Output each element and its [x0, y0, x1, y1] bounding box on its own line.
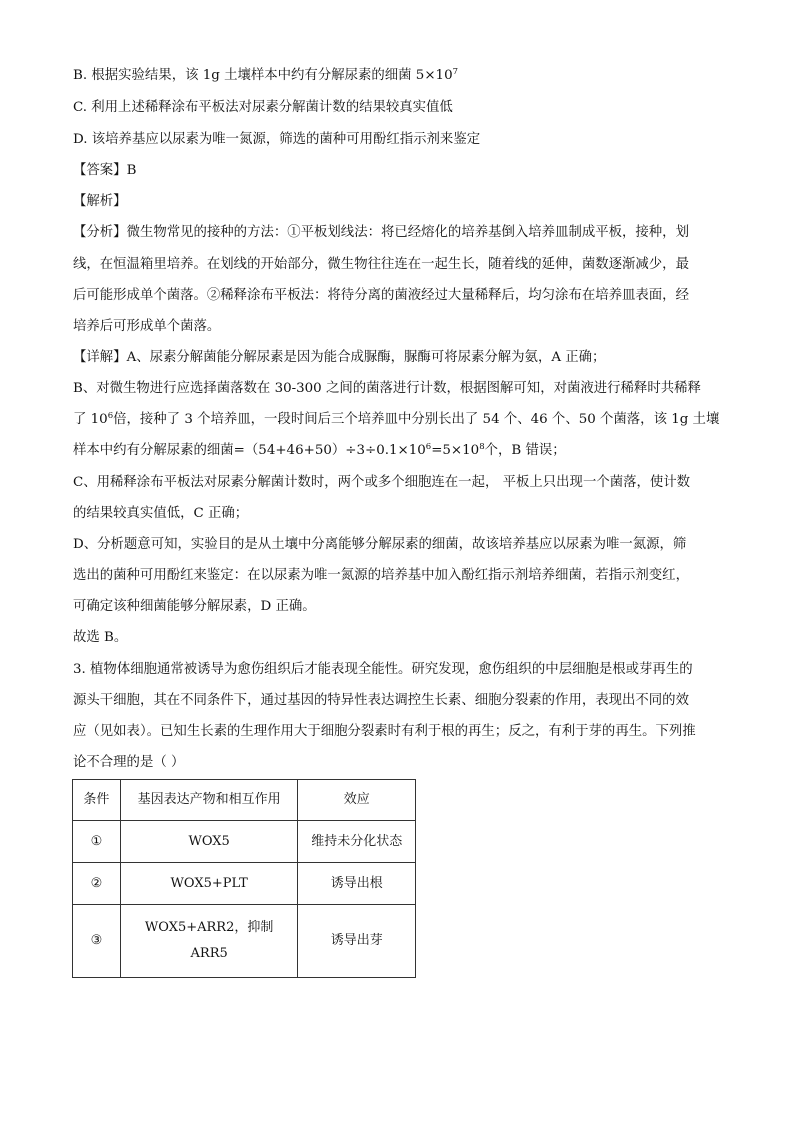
table-cell-condition: ③ — [73, 905, 121, 978]
table-header-row — [73, 780, 416, 821]
option-d: D. 该培养基应以尿素为唯一氮源，筛选的菌种可用酚红指示剂来鉴定 — [73, 132, 481, 147]
detail-b-l2-pre: 了 10 — [73, 412, 108, 427]
detail-b-l2-post: 倍，接种了 3 个培养皿，一段时间后三个培养皿中分别长出了 54 个、46 个、50 个菌落，该 1g 土壤 — [113, 412, 720, 427]
conclusion: 故选 B。 — [73, 630, 128, 645]
detail-b-l3-pre: 样本中约有分解尿素的细菌=（54+46+50）÷3÷0.1×10 — [73, 443, 426, 458]
question3-line-2: 源头干细胞，其在不同条件下，通过基因的特异性表达调控生长素、细胞分裂素的作用，表现出不同的效 — [73, 693, 689, 708]
table-cell-product: WOX5 — [120, 821, 298, 863]
table-row — [73, 905, 416, 978]
table-header-condition: 条件 — [73, 780, 121, 821]
detail-c-line-1: C、用稀释涂布平板法对尿素分解菌计数时，两个或多个细胞连在一起， 平板上只出现一个菌落，使计数 — [73, 475, 691, 490]
detail-b-line-1: B、对微生物进行应选择菌落数在 30-300 之间的菌落进行计数，根据图解可知，对菌液进行稀释时共稀释 — [73, 381, 701, 396]
detail-d-line-2: 选出的菌种可用酚红来鉴定：在以尿素为唯一氮源的培养基中加入酚红指示剂培养细菌，若指示剂变红， — [73, 568, 689, 583]
table-cell-effect: 诱导出根 — [298, 863, 416, 905]
detail-b-line-3 — [73, 441, 733, 461]
fenxi-line-3: 后可能形成单个菌落。②稀释涂布平板法：将待分离的菌液经过大量稀释后，均匀涂布在培养皿表面，经 — [73, 288, 689, 303]
detail-b-l3-exponent-2: 8 — [479, 442, 485, 452]
effect-table — [72, 779, 416, 978]
detail-b-l3-mid: =5×10 — [431, 443, 480, 458]
table-cell-effect: 诱导出芽 — [298, 905, 416, 978]
detail-b-l2-exponent: 6 — [107, 411, 114, 421]
detail-d-line-3: 可确定该种细菌能够分解尿素，D 正确。 — [73, 599, 316, 614]
table-header-product: 基因表达产物和相互作用 — [120, 780, 298, 821]
xiangjie-label: 【详解】 — [73, 350, 127, 365]
table-row — [73, 863, 416, 905]
option-b-text: B. 根据实验结果，该 1g 土壤样本中约有分解尿素的细菌 5×10 — [73, 68, 453, 83]
fenxi-line-2: 线，在恒温箱里培养。在划线的开始部分，微生物往往连在一起生长，随着线的延伸，菌数逐渐减少，最 — [73, 257, 689, 272]
option-b — [73, 66, 733, 86]
option-c: C. 利用上述稀释涂布平板法对尿素分解菌计数的结果较真实值低 — [73, 100, 453, 115]
table-row — [73, 821, 416, 863]
detail-b-l3-exponent-1: 6 — [425, 442, 432, 452]
table-cell-condition: ② — [73, 863, 121, 905]
fenxi-text-1: 微生物常见的接种的方法：①平板划线法：将已经熔化的培养基倒入培养皿制成平板，接种，划 — [126, 225, 689, 240]
table-cell-product-line-1: WOX5+ARR2，抑制 — [144, 920, 274, 935]
detail-d-line-1: D、分析题意可知，实验目的是从土壤中分离能够分解尿素的细菌，故该培养基应以尿素为唯一氮源，筛 — [73, 537, 687, 552]
table-cell-product — [120, 905, 298, 978]
detail-c-line-2: 的结果较真实值低，C 正确； — [73, 506, 249, 521]
detail-b-line-2 — [73, 410, 733, 430]
answer-value: B — [126, 163, 137, 178]
fenxi-label: 【分析】 — [73, 225, 127, 240]
fenxi-line-1 — [73, 223, 733, 243]
table-cell-product-line-2: ARR5 — [190, 946, 228, 961]
option-b-exponent: 7 — [452, 67, 459, 77]
question3-line-4: 论不合理的是（ ） — [73, 755, 185, 770]
xiangjie-line — [73, 348, 733, 368]
question3-line-1: 3. 植物体细胞通常被诱导为愈伤组织后才能表现全能性。研究发现，愈伤组织的中层细胞是根或芽再生的 — [73, 662, 693, 677]
table-header-effect: 效应 — [298, 780, 416, 821]
analysis-label: 【解析】 — [73, 194, 127, 209]
table-cell-effect: 维持未分化状态 — [298, 821, 416, 863]
xiangjie-text: A、尿素分解菌能分解尿素是因为能合成脲酶，脲酶可将尿素分解为氨，A 正确； — [126, 350, 606, 365]
detail-b-l3-post: 个，B 错误； — [484, 443, 566, 458]
fenxi-line-4: 培养后可形成单个菌落。 — [73, 319, 221, 334]
question3-line-3: 应（见如表）。已知生长素的生理作用大于细胞分裂素时有利于根的再生；反之，有利于芽的再生。下列推 — [73, 724, 696, 739]
answer-label: 【答案】 — [73, 163, 127, 178]
table-cell-product: WOX5+PLT — [120, 863, 298, 905]
answer-line — [73, 161, 733, 181]
table-cell-condition: ① — [73, 821, 121, 863]
